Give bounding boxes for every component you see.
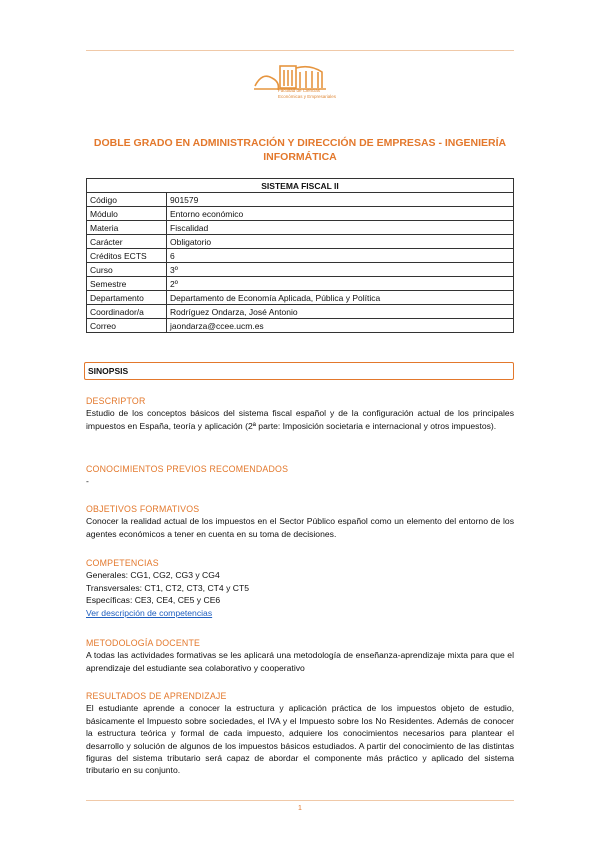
table-row — [87, 207, 514, 221]
row-label: Departamento — [87, 291, 167, 305]
row-label: Código — [87, 193, 167, 207]
row-label: Materia — [87, 221, 167, 235]
table-row — [87, 291, 514, 305]
section-heading: RESULTADOS DE APRENDIZAJE — [86, 691, 227, 701]
row-value: Rodríguez Ondarza, José Antonio — [167, 305, 514, 319]
section-heading: CONOCIMIENTOS PREVIOS RECOMENDADOS — [86, 464, 289, 474]
section-heading: COMPETENCIAS — [86, 558, 159, 568]
section-heading: METODOLOGÍA DOCENTE — [86, 638, 201, 648]
row-value: Obligatorio — [167, 235, 514, 249]
row-label: Correo — [87, 319, 167, 333]
row-value: jaondarza@ccee.ucm.es — [167, 319, 514, 333]
row-label: Módulo — [87, 207, 167, 221]
objetivos-section — [86, 503, 514, 540]
row-label: Créditos ECTS — [87, 249, 167, 263]
row-value: 6 — [167, 249, 514, 263]
row-value: Departamento de Economía Aplicada, Pública y Política — [167, 291, 514, 305]
table-row — [87, 277, 514, 291]
page-number: 1 — [298, 805, 302, 812]
table-row — [87, 249, 514, 263]
table-row — [87, 305, 514, 319]
section-heading: DESCRIPTOR — [86, 396, 146, 406]
logo-line-2: Económicas y Empresariales — [278, 93, 337, 99]
table-heading: SISTEMA FISCAL II — [87, 179, 514, 193]
row-label: Curso — [87, 263, 167, 277]
row-value: Fiscalidad — [167, 221, 514, 235]
resultados-section — [86, 690, 514, 777]
section-heading: OBJETIVOS FORMATIVOS — [86, 504, 200, 514]
logo-text — [278, 88, 358, 99]
descriptor-section — [86, 395, 514, 432]
competencias-section — [86, 557, 514, 619]
table-row — [87, 263, 514, 277]
course-info-table — [86, 178, 514, 333]
row-label: Semestre — [87, 277, 167, 291]
section-text: - — [86, 476, 89, 487]
footer-rule — [86, 800, 514, 801]
sinopsis-header: SINOPSIS — [84, 362, 514, 380]
table-row — [87, 193, 514, 207]
row-value: 901579 — [167, 193, 514, 207]
section-text: Conocer la realidad actual de los impuestos en el Sector Público español como un elemento del entorno de los agentes económicos a tener en cuenta en su toma de decisiones. — [86, 516, 514, 539]
section-text: El estudiante aprende a conocer la estructura y aplicación práctica de los impuestos objeto de estudio, básicamente el Impuesto sobre sociedades, el IVA y el Impuesto sobre los No Residentes. Además de conocer la estructura teórica y formal de cada impuesto, adquiere los conocimientos necesarios para plantear el desarrollo y solución de algunos de los impuestos básicos estudiados. A partir del conocimiento de las distintas figuras del sistema tributario será capaz de abordar el componente más práctico y aplicado del sistema tributario en su conjunto. — [86, 703, 514, 776]
row-value: 2º — [167, 277, 514, 291]
metodologia-section — [86, 637, 514, 674]
section-text: A todas las actividades formativas se les aplicará una metodología de enseñanza-aprendizaje mixta para que el aprendizaje del estudiante sea colaborativo y cooperativo — [86, 650, 514, 673]
degree-title: DOBLE GRADO EN ADMINISTRACIÓN Y DIRECCIÓN DE EMPRESAS - INGENIERÍA INFORMÁTICA — [93, 137, 507, 163]
faculty-logo — [250, 58, 350, 116]
competencias-link[interactable]: Ver descripción de competencias — [86, 607, 213, 618]
table-row — [87, 319, 514, 333]
logo-line-1: Facultad de Ciencias — [278, 88, 321, 93]
competencias-transversales: Transversales: CT1, CT2, CT3, CT4 y CT5 — [86, 582, 249, 593]
table-row — [87, 235, 514, 249]
section-text: Estudio de los conceptos básicos del sistema fiscal español y de la configuración actual de los principales impuestos en España, teoría y aplicación (2ª parte: Imposición societaria e internacional y otros impuestos). — [86, 408, 514, 431]
row-label: Carácter — [87, 235, 167, 249]
table-row — [87, 221, 514, 235]
header-rule — [86, 50, 514, 51]
row-value: 3º — [167, 263, 514, 277]
row-value: Entorno económico — [167, 207, 514, 221]
conocimientos-section — [86, 463, 514, 488]
competencias-especificas: Específicas: CE3, CE4, CE5 y CE6 — [86, 595, 221, 606]
row-label: Coordinador/a — [87, 305, 167, 319]
competencias-generales: Generales: CG1, CG2, CG3 y CG4 — [86, 570, 220, 581]
